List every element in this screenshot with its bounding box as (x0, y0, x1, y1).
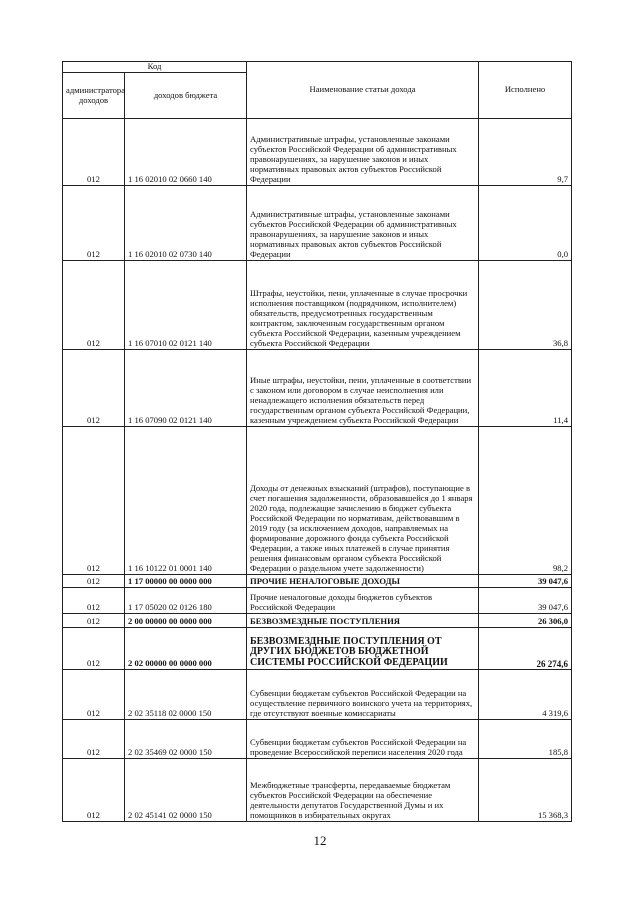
admin-code: 012 (63, 119, 125, 186)
income-code: 1 16 02010 02 0730 140 (125, 186, 247, 261)
income-name: Субвенции бюджетам субъектов Российской Федерации на проведение Всероссийской переписи населения 2020 года (247, 720, 479, 759)
executed-value: 39 047,6 (479, 588, 572, 614)
executed-value: 15 368,3 (479, 759, 572, 822)
income-name: ПРОЧИЕ НЕНАЛОГОВЫЕ ДОХОДЫ (247, 575, 479, 588)
executed-value: 11,4 (479, 350, 572, 427)
header-income-code: доходов бюджета (125, 73, 247, 119)
table-row (63, 588, 572, 614)
table-row (63, 720, 572, 759)
table-row (63, 575, 572, 588)
admin-code: 012 (63, 759, 125, 822)
income-name: Доходы от денежных взысканий (штрафов), поступающие в счет погашения задолженности, образовавшейся до 1 января 2020 года, подлежащие зачислению в бюджет субъекта Российской Федерации по нормативам, действовавшим в 2019 году (за исключением доходов, направляемых на формирование дорожного фонда субъекта Российской Федерации, а также иных платежей в случае принятия решения финансовым органом субъекта Российской Федерации о раздельном учете задолженности) (247, 427, 479, 575)
income-code: 1 17 00000 00 0000 000 (125, 575, 247, 588)
admin-code: 012 (63, 588, 125, 614)
executed-value: 36,8 (479, 261, 572, 350)
table-row (63, 261, 572, 350)
executed-value: 98,2 (479, 427, 572, 575)
table-row (63, 628, 572, 670)
header-name: Наименование статьи дохода (247, 62, 479, 119)
income-name: Иные штрафы, неустойки, пени, уплаченные в соответствии с законом или договором в случае неисполнения или ненадлежащего исполнения обязательств перед государственным органом субъекта Российской Федерации, казенным учреждением субъекта Российской Федерации (247, 350, 479, 427)
income-code: 1 16 07010 02 0121 140 (125, 261, 247, 350)
executed-value: 185,8 (479, 720, 572, 759)
executed-value: 9,7 (479, 119, 572, 186)
income-name: Административные штрафы, установленные законами субъектов Российской Федерации об административных правонарушениях, за нарушение законов и иных нормативных правовых актов субъектов Российской Федерации (247, 186, 479, 261)
admin-code: 012 (63, 614, 125, 628)
admin-code: 012 (63, 670, 125, 720)
income-name: Штрафы, неустойки, пени, уплаченные в случае просрочки исполнения поставщиком (подрядчиком, исполнителем) обязательств, предусмотренных государственным контрактом, заключенным государственным органом субъекта Российской Федерации, казенным учреждением субъекта Российской Федерации (247, 261, 479, 350)
admin-code: 012 (63, 427, 125, 575)
table-row (63, 759, 572, 822)
income-name: БЕЗВОЗМЕЗДНЫЕ ПОСТУПЛЕНИЯ ОТ ДРУГИХ БЮДЖЕТОВ БЮДЖЕТНОЙ СИСТЕМЫ РОССИЙСКОЙ ФЕДЕРАЦИИ (247, 628, 479, 670)
income-code: 1 17 05020 02 0126 180 (125, 588, 247, 614)
admin-code: 012 (63, 575, 125, 588)
table-row (63, 670, 572, 720)
header-executed: Исполнено (479, 62, 572, 119)
table-row (63, 186, 572, 261)
header-admin: администратора доходов (63, 73, 125, 119)
admin-code: 012 (63, 720, 125, 759)
income-code: 2 02 00000 00 0000 000 (125, 628, 247, 670)
table-row (63, 614, 572, 628)
table-row (63, 427, 572, 575)
income-code: 2 02 35469 02 0000 150 (125, 720, 247, 759)
executed-value: 39 047,6 (479, 575, 572, 588)
income-code: 1 16 02010 02 0660 140 (125, 119, 247, 186)
admin-code: 012 (63, 261, 125, 350)
admin-code: 012 (63, 350, 125, 427)
header-code: Код (63, 62, 247, 73)
income-name: Административные штрафы, установленные законами субъектов Российской Федерации об административных правонарушениях, за нарушение законов и иных нормативных правовых актов субъектов Российской Федерации (247, 119, 479, 186)
income-table (62, 61, 572, 822)
income-code: 1 16 10122 01 0001 140 (125, 427, 247, 575)
table-row (63, 350, 572, 427)
income-name: Прочие неналоговые доходы бюджетов субъектов Российской Федерации (247, 588, 479, 614)
income-name: БЕЗВОЗМЕЗДНЫЕ ПОСТУПЛЕНИЯ (247, 614, 479, 628)
page-number: 12 (313, 833, 327, 848)
admin-code: 012 (63, 628, 125, 670)
table-row (63, 119, 572, 186)
executed-value: 26 274,6 (479, 628, 572, 670)
executed-value: 26 306,0 (479, 614, 572, 628)
income-name: Субвенции бюджетам субъектов Российской Федерации на осуществление первичного воинского учета на территориях, где отсутствуют военные комиссариаты (247, 670, 479, 720)
income-name: Межбюджетные трансферты, передаваемые бюджетам субъектов Российской Федерации на обеспечение деятельности депутатов Государственной Думы и их помощников в избирательных округах (247, 759, 479, 822)
admin-code: 012 (63, 186, 125, 261)
executed-value: 4 319,6 (479, 670, 572, 720)
income-code: 1 16 07090 02 0121 140 (125, 350, 247, 427)
executed-value: 0,0 (479, 186, 572, 261)
income-code: 2 02 45141 02 0000 150 (125, 759, 247, 822)
income-code: 2 00 00000 00 0000 000 (125, 614, 247, 628)
income-code: 2 02 35118 02 0000 150 (125, 670, 247, 720)
header-row-top (63, 62, 572, 73)
